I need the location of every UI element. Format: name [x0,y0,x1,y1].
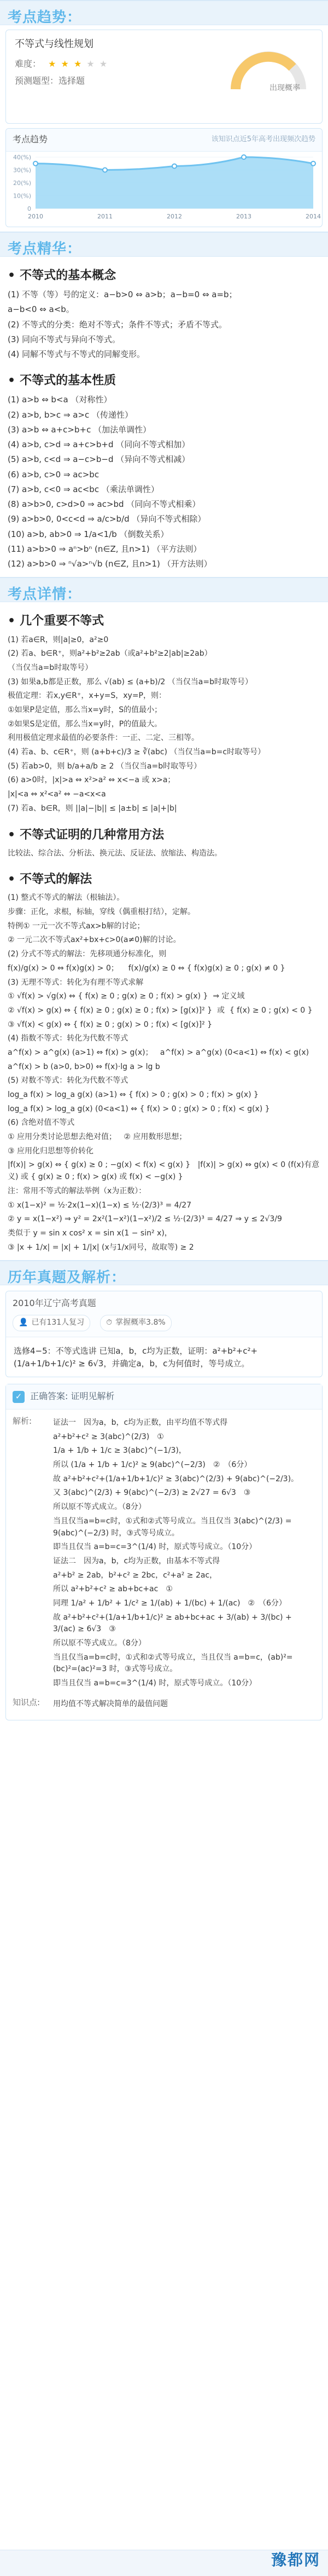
analysis-lines [53,1415,315,1692]
exam-card [5,1291,323,1377]
star-empty-icon: ★ [86,58,96,69]
section-header-history [0,1260,328,1285]
bullet-icon: • [8,828,16,842]
knowledge-row [13,1696,315,1713]
text-line: 步骤：正化，求根，标轴，穿线（偶重根打结），定解。 [8,908,195,917]
text-line: (3) 无理不等式：转化为有理不等式求解 [8,978,144,987]
chart-x-ticks [28,213,321,220]
chart-y-ticks [13,154,31,212]
text-line: (11) a>b>0 ⇒ aⁿ>bⁿ (n∈Z, 且n>1) （平方法则） [8,544,202,554]
details-content [0,602,328,1260]
text-line: (4) 同解不等式与不等式的同解变形。 [8,349,145,360]
spacer [8,817,320,822]
text-line: (12) a>b>0 ⇒ ⁿ√a>ⁿ√b (n∈Z, 且n>1) （开方法则） [8,559,212,569]
question-type: 预测题型：选择题 [15,75,85,86]
text-line: (6) 含绝对值不等式 [8,1118,75,1128]
text-line: (6) a>0时，|x|>a ⇔ x²>a² ⇔ x<−a 或 x>a； [8,776,175,785]
difficulty-label: 难度： [15,58,42,69]
text-line: ① √f(x) > √g(x) ⇔ { f(x) ≥ 0 ; g(x) ≥ 0 ; f(x) > g(x) } ⇒ 定义域 [8,992,245,1001]
text-line: (3) 如果a,b都是正数，那么 √(ab) ≤ (a+b)/2 （当仅当a=b时取等号） [8,677,253,686]
mastery-pill [100,1315,172,1331]
trend-chart-title: 考点趋势 [13,134,48,145]
x-tick-label: 2011 [97,212,113,220]
review-count-pill [13,1315,90,1331]
site-logo: 豫都网 [271,2550,320,2569]
data-point [33,161,38,166]
mastery: 掌握概率3.8% [115,1318,166,1327]
section-header-details [0,577,328,602]
bullet-icon: • [8,374,16,388]
text-line: (10) a>b, ab>0 ⇒ 1/a<1/b （倒数关系） [8,529,169,539]
text-line: |f(x)| > g(x) ⇔ { g(x) ≥ 0 ; −g(x) < f(x) < g(x) } |f(x)| > g(x) ⇔ g(x) < 0 (f(x)有意义) 或 { g(x) ≥ 0 ; f(x) > g(x) 或 f(x) < −g(x) } [8,1160,320,1182]
subsection-lines [8,892,320,1254]
text-line: ③ |x + 1/x| = |x| + 1/|x| (x与1/x同号，故取等) ≥ 2 [8,1243,194,1252]
y-tick-label: 10(%) [13,192,31,200]
question-text: 选修4−5：不等式选讲 已知a，b，c均为正数，证明：a²+b²+c²+(1/a+1/b+1/c)² ≥ 6√3，并确定a，b，c为何值时，等号成立。 [14,1345,258,1368]
text-line: 所以 a²+b²+c² ≥ ab+bc+ac ① [53,1585,173,1594]
analysis-label: 解析: [13,1416,32,1426]
probability-gauge [225,40,312,106]
footer [0,2550,328,2576]
check-icon: ✓ [13,1391,25,1403]
star-empty-icon: ★ [99,58,109,69]
star-icon: ★ [48,58,57,69]
y-tick-label: 30(%) [13,166,31,174]
text-line: (5) a>b, c<d ⇒ a−c>b−d （异向不等式相减） [8,454,190,465]
text-line: (2) a>b, b>c ⇒ a>c （传递性） [8,409,133,420]
text-line: (1) a>b ⇔ b<a （对称性） [8,395,112,405]
spacer [8,363,320,367]
data-point [311,161,315,166]
text-line: 特例① 一元一次不等式ax>b解的讨论； [8,921,145,931]
text-line: (6) a>b, c>0 ⇒ ac>bc [8,469,99,480]
text-line: 1/a + 1/b + 1/c ≥ 3(abc)^(−1/3)， [53,1446,186,1456]
subsection-title: • 不等式的基本性质 [8,374,116,388]
analysis-row [13,1415,315,1692]
text-line: |x|<a ⇔ x²<a² ⇔ −a<x<a [8,790,106,799]
text-line: 类似于 y = sin x cos² x = sin x(1 − sin² x)， [8,1228,172,1238]
answer-header [6,1384,322,1410]
text-line: (4) 指数不等式：转化为代数不等式 [8,1034,128,1043]
answer-box [5,1384,323,1720]
text-line: 故 a²+b²+c²+(1/a+1/b+1/c)² ≥ ab+bc+ac + 3/(ab) + 3/(bc) + 3/(ac) ≥ 6√3 ③ [53,1613,295,1634]
text-line: a^f(x) > b (a>0, b>0) ⇔ f(x)·lg a > lg b [8,1062,160,1071]
text-line: 即当且仅当 a=b=c=3^(1/4) 时，原式等号成立。（10分） [53,1679,257,1688]
text-line: ② y = x(1−x²) ⇒ y² = 2x²(1−x²)(1−x²)/2 ≤ ½·(2/3)³ = 4/27 ⇒ y ≤ 2√3/9 [8,1215,282,1224]
text-line: (9) a>b>0, 0<c<d ⇒ a/c>b/d （异向不等式相除） [8,514,206,524]
spacer [8,862,320,866]
text-line: a²+b²+c² ≥ 3(abc)^(2/3) ① [53,1432,164,1441]
x-tick-label: 2013 [236,212,251,220]
text-line: (1) 若a∈R，则|a|≥0，a²≥0 [8,635,109,644]
subsection-title: • 几个重要不等式 [8,614,104,628]
spacer [13,1692,315,1696]
subsection-lines [8,288,320,361]
subsection-lines [8,848,320,860]
section-title: 考点趋势： [8,9,82,26]
subsection-title: • 不等式证明的几种常用方法 [8,828,165,842]
text-line: (5) 若ab>0，则 b/a+a/b ≥ 2 （当仅当a=b时取等号） [8,761,202,771]
knowledge-label: 知识点: [13,1697,40,1707]
star-icon: ★ [73,58,83,69]
text-line: a²+b² ≥ 2ab，b²+c² ≥ 2bc，c²+a² ≥ 2ac， [53,1570,218,1580]
text-line: ②如果S是定值，那么当x=y时，P的值最大。 [8,719,162,729]
data-point [172,164,177,168]
text-line: 比较法、综合法、分析法、换元法、反证法、放缩法、构造法。 [8,848,222,858]
user-icon: 👤 [19,1318,28,1327]
bullet-icon: • [8,873,16,887]
text-line: ① x(1−x)² = ½·2x(1−x)(1−x) ≤ ½·(2/3)³ = 4/27 [8,1200,192,1210]
text-line: 当且仅当a=b=c时，①式和②式等号成立，当且仅当 a=b=c，(ab)²=(bc)²=(ac)²=3 时，③式等号成立。 [53,1653,293,1674]
key-points-content [0,257,328,577]
text-line: 同理 1/a² + 1/b² + 1/c² ≥ 1/(ab) + 1/(bc) + 1/(ac) ② （6分） [53,1598,286,1608]
text-line: ② √f(x) > g(x) ⇔ { f(x) ≥ 0 ; g(x) ≥ 0 ; f(x) > [g(x)]² } 或 { f(x) ≥ 0 ; g(x) < 0 } [8,1006,313,1015]
text-line: f(x)/g(x) > 0 ⇔ f(x)g(x) > 0； f(x)/g(x) ≥ 0 ⇔ { f(x)g(x) ≥ 0 ; g(x) ≠ 0 } [8,963,285,973]
text-line: (2) 不等式的分类：绝对不等式；条件不等式；矛盾不等式。 [8,319,227,330]
text-line: ③ √f(x) < g(x) ⇔ { f(x) ≥ 0 ; g(x) > 0 ; f(x) < [g(x)]² } [8,1020,213,1029]
text-line: 证法二 因为a，b，c均为正数，由基本不等式得 [53,1556,220,1566]
text-line: log_a f(x) > log_a g(x) (0<a<1) ⇔ { f(x) > 0 ; g(x) > 0 ; f(x) < g(x) } [8,1104,270,1113]
y-tick-label: 0 [27,205,31,212]
section-header-key-points [0,232,328,257]
trend-chart-note: 该知识点近5年高考出现频次趋势 [211,135,315,144]
text-line: 故 a²+b²+c²+(1/a+1/b+1/c)² ≥ 3(abc)^(2/3) + 9(abc)^(−2/3)。 [53,1474,299,1483]
text-line: (3) 同向不等式与异向不等式。 [8,334,121,344]
text-line: (4) a>b, c>d ⇒ a+c>b+d （同向不等式相加） [8,440,190,450]
section-title: 考点详情： [8,586,82,603]
text-line: ② 一元二次不等式ax²+bx+c>0(a≠0)解的讨论。 [8,935,181,945]
star-icon: ★ [61,58,70,69]
text-line: (8) a>b>0, c>d>0 ⇒ ac>bd （同向不等式相乘） [8,499,201,510]
text-line: ① 应用分类讨论思想去绝对值； ② 应用数形思想； [8,1133,187,1142]
text-line: ①如果P是定值，那么当x=y时，S的值最小； [8,706,162,715]
y-tick-label: 20(%) [13,179,31,187]
text-line: ③ 应用化归思想等价转化 [8,1146,94,1156]
x-tick-label: 2010 [28,212,43,220]
bullet-icon: • [8,269,16,283]
answer-label: 正确答案: 证明见解析 [30,1391,115,1402]
exam-year: 2010年辽宁高考真题 [13,1298,96,1309]
x-tick-label: 2014 [306,212,321,220]
bullet-icon: • [8,614,16,628]
trend-chart-header [6,129,322,152]
exam-meta [13,1315,315,1331]
text-line: (7) a>b, c<0 ⇒ ac<bc （乘法单调性） [8,484,159,494]
section-header-trend [0,0,328,25]
text-line: (5) 对数不等式：转化为代数不等式 [8,1076,128,1085]
knowledge-value: 用均值不等式解决简单的最值问题 [53,1699,168,1708]
text-line: (7) 若a、b∈R，则 ||a|−|b|| ≤ |a±b| ≤ |a|+|b| [8,804,177,813]
text-line: (1) 不等（等）号的定义：a−b>0 ⇔ a>b；a−b=0 ⇔ a=b； [8,290,237,300]
text-line: 极值定理：若x,y∈R⁺，x+y=S，xy=P，则： [8,691,166,701]
text-line: a−b<0 ⇔ a<b。 [8,304,74,315]
topic-title: 不等式与线性规划 [15,38,93,50]
text-line: (2) 若a、b∈R⁺，则a²+b²≥2ab（或a²+b²≥2|ab|≥2ab） [8,649,212,659]
text-line: 证法一 因为a，b，c均为正数，由平均值不等式得 [53,1418,228,1428]
text-line: 所以原不等式成立。（8分） [53,1503,146,1512]
trend-chart [6,152,323,223]
text-line: (2) 分式不等式的解法：先移项通分标准化，则 [8,950,167,959]
text-line: 利用极值定理求最值的必要条件：一正、二定、三相等。 [8,733,199,743]
subsection-lines [8,634,320,815]
exam-top [6,1291,322,1337]
section-title: 历年真题及解析： [8,1269,126,1286]
trend-chart-card [5,128,323,227]
difficulty-stars [48,59,108,69]
x-tick-label: 2012 [167,212,182,220]
text-line: (4) 若a、b、c∈R⁺，则 (a+b+c)/3 ≥ ∛(abc) （当仅当a=b=c时取等号） [8,748,266,757]
subsection-lines [8,394,320,570]
subsection-title: • 不等式的基本概念 [8,269,116,283]
answer-body [6,1410,322,1720]
y-tick-label: 40(%) [13,153,31,161]
review-count: 已有131人复习 [31,1318,85,1327]
data-point [242,155,246,159]
trend-top [6,30,322,123]
clock-icon: ⏱ [106,1318,113,1327]
text-line: 即当且仅当 a=b=c=3^(1/4) 时，原式等号成立。（10分） [53,1543,257,1552]
text-line: 注：常用不等式的解法举例（x为正数）： [8,1186,147,1195]
trend-card [5,30,323,124]
exam-question [6,1337,322,1377]
text-line: (3) a>b ⇔ a+c>b+c （加法单调性） [8,424,151,435]
text-line: 当且仅当a=b=c时，①式和②式等号成立。当且仅当 3(abc)^(2/3) = 9(abc)^(−2/3) 时，③式等号成立。 [53,1516,294,1538]
text-line: log_a f(x) > log_a g(x) (a>1) ⇔ { f(x) > 0 ; g(x) > 0 ; f(x) > g(x) } [8,1090,259,1100]
text-line: 所以原不等式成立。（8分） [53,1639,146,1648]
section-title: 考点精华： [8,241,82,258]
text-line: 又 3(abc)^(2/3) + 9(abc)^(−2/3) ≥ 2√27 = 6√3 ③ [53,1488,251,1498]
text-line: (1) 整式不等式的解法（根轴法）。 [8,893,125,903]
gauge-label: 出现概率 [270,84,300,93]
data-point [103,168,107,172]
text-line: （当仅当a=b时取等号） [8,663,93,672]
subsection-title: • 不等式的解法 [8,873,92,887]
text-line: a^f(x) > a^g(x) (a>1) ⇔ f(x) > g(x)； a^f(x) > a^g(x) (0<a<1) ⇔ f(x) < g(x) [8,1048,309,1057]
text-line: 所以 (1/a + 1/b + 1/c)² ≥ 9(abc)^(−2/3) ② （6分） [53,1460,252,1470]
